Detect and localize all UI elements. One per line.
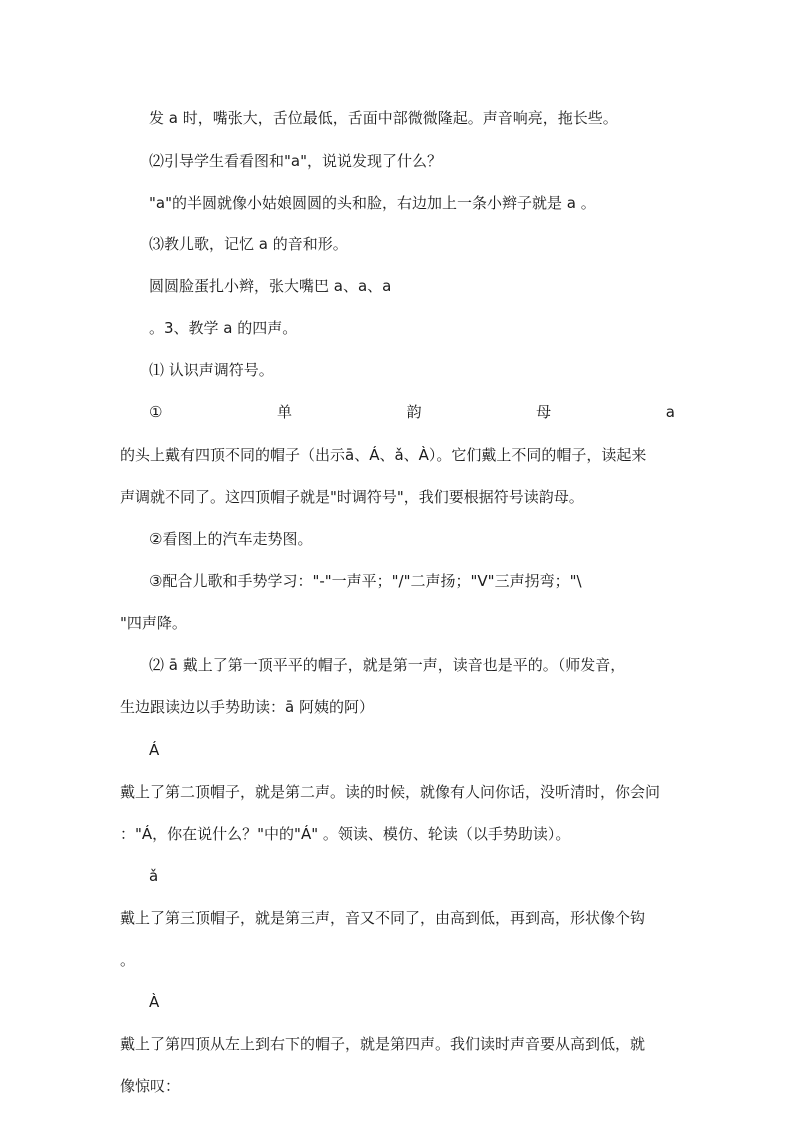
tone-mark: À xyxy=(149,993,160,1011)
paragraph-line: ⑵引导学生看看图和"a"，说说发现了什么？ xyxy=(149,152,442,170)
paragraph-line: 。 xyxy=(120,951,136,969)
paragraph-line: 戴上了第二顶帽子，就是第二声。读的时候，就像有人问你话，没听清时，你会问 xyxy=(120,783,661,801)
paragraph-line: 声调就不同了。这四顶帽子就是"时调符号"，我们要根据符号读韵母。 xyxy=(120,488,584,506)
paragraph-line: 的头上戴有四顶不同的帽子（出示ā、Á、ǎ、À）。它们戴上不同的帽子，读起来 xyxy=(120,446,647,464)
paragraph-line: 圆圆脸蛋扎小辫，张大嘴巴 a、a、a xyxy=(149,277,392,295)
paragraph-line: 。3、教学 a 的四声。 xyxy=(149,319,298,337)
spaced-char: 母 xyxy=(536,403,552,421)
paragraph-line: 戴上了第三顶帽子，就是第三声，音又不同了，由高到低，再到高，形状像个钩 xyxy=(120,909,646,927)
paragraph-line: ⑴ 认识声调符号。 xyxy=(149,361,274,379)
paragraph-line: ③配合儿歌和手势学习："-"一声平；"/"二声扬；"V"三声拐弯；"\ xyxy=(149,572,582,590)
paragraph-line: 发 a 时，嘴张大，舌位最低，舌面中部微微隆起。声音响亮，拖长些。 xyxy=(149,109,618,127)
tone-mark: Á xyxy=(149,741,160,759)
paragraph-line: 生边跟读边以手势助读：ā 阿姨的阿） xyxy=(120,698,374,716)
tone-mark: ǎ xyxy=(149,867,159,885)
spaced-char: 单 xyxy=(277,403,293,421)
paragraph-line: 戴上了第四顶从左上到右下的帽子，就是第四声。我们读时声音要从高到低，就 xyxy=(120,1035,646,1053)
paragraph-line: "四声降。 xyxy=(120,614,187,632)
spaced-char: a xyxy=(665,403,675,421)
paragraph-line: 像惊叹： xyxy=(120,1077,181,1095)
paragraph-line: ⑶教儿歌，记忆 a 的音和形。 xyxy=(149,235,348,253)
circled-number: ① xyxy=(149,403,163,421)
spaced-char: 韵 xyxy=(406,403,422,421)
paragraph-line: "a"的半圆就像小姑娘圆圆的头和脸，右边加上一条小辫子就是 a 。 xyxy=(149,194,596,212)
spaced-heading-line xyxy=(149,402,675,422)
paragraph-line: ⑵ ā 戴上了第一顶平平的帽子，就是第一声，读音也是平的。（师发音， xyxy=(149,656,626,674)
paragraph-line: ②看图上的汽车走势图。 xyxy=(149,530,313,548)
paragraph-line: ："Á，你在说什么？"中的"Á" 。领读、模仿、轮读（以手势助读）。 xyxy=(120,825,571,843)
